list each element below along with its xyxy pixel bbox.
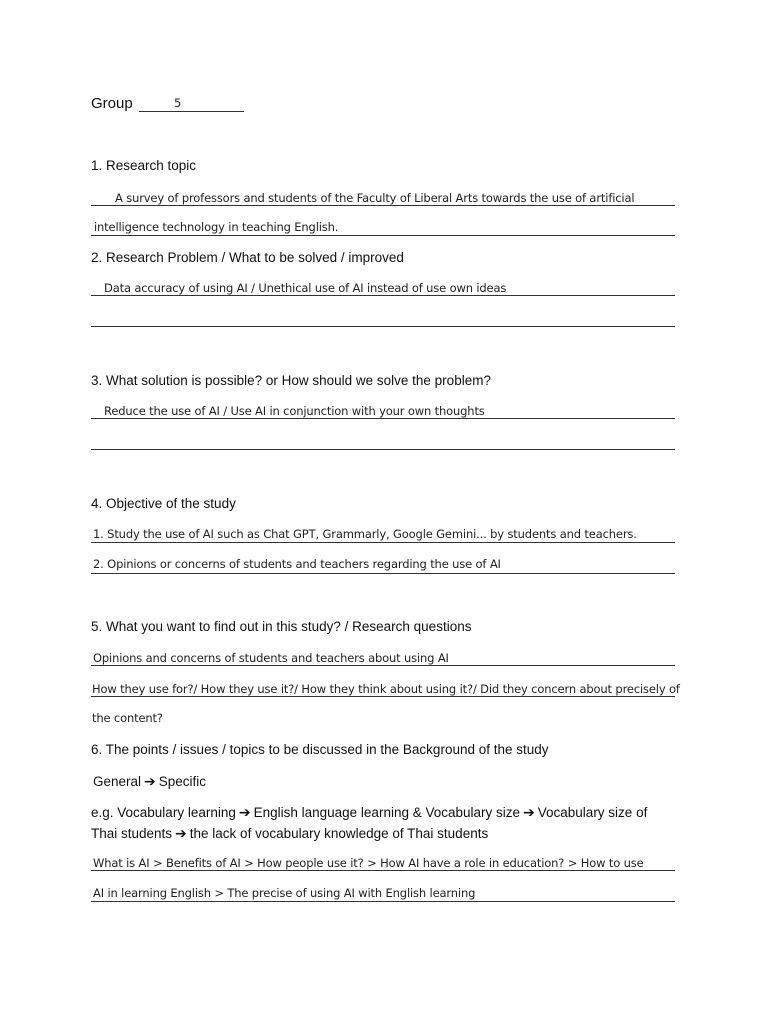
q1-rule-2	[91, 235, 675, 236]
q6-general-specific	[93, 773, 206, 790]
q5-label: 5. What you want to find out in this study? / Research questions	[91, 619, 472, 634]
q6-example-p4: Thai students	[91, 826, 173, 841]
q4-answer-line-2: 2. Opinions or concerns of students and teachers regarding the use of AI	[93, 557, 501, 571]
arrow-right-icon: ➔	[175, 825, 187, 841]
q6-general: General	[93, 774, 142, 789]
q5-answer-line-2: How they use for?/ How they use it?/ How they think about using it?/ Did they concern about precisely of	[92, 682, 680, 696]
q2-rule-2	[91, 326, 675, 327]
q6-example-p1: e.g. Vocabulary learning	[91, 805, 236, 820]
q6-rule-2	[91, 901, 675, 902]
q1-rule-1	[91, 205, 675, 206]
q6-example-line-2	[91, 825, 488, 842]
q5-rule-2	[91, 696, 675, 697]
q6-answer-line-2: AI in learning English > The precise of using AI with English learning	[93, 886, 476, 900]
q6-example-p2: English language learning & Vocabulary size	[253, 805, 521, 820]
q4-answer-line-1: 1. Study the use of AI such as Chat GPT, Grammarly, Google Gemini... by students and teachers.	[93, 527, 637, 541]
q6-example-p5: the lack of vocabulary knowledge of Thai students	[189, 826, 489, 841]
group-label: Group	[91, 95, 133, 112]
q1-answer-line-2: intelligence technology in teaching English.	[94, 220, 339, 234]
q3-label: 3. What solution is possible? or How should we solve the problem?	[91, 373, 491, 388]
q6-specific: Specific	[158, 774, 207, 789]
arrow-right-icon: ➔	[144, 773, 156, 789]
q1-answer-line-1: A survey of professors and students of the Faculty of Liberal Arts towards the use of artificial	[115, 191, 635, 205]
q5-answer-line-1: Opinions and concerns of students and teachers about using AI	[93, 651, 449, 665]
q3-rule-2	[91, 449, 675, 450]
q1-label: 1. Research topic	[91, 158, 197, 173]
q2-answer-line-1: Data accuracy of using AI / Unethical use of AI instead of use own ideas	[104, 281, 507, 295]
group-rule	[139, 111, 244, 112]
q5-answer-line-3: the content?	[92, 711, 163, 725]
q4-label: 4. Objective of the study	[91, 496, 236, 511]
q6-answer-line-1: What is AI > Benefits of AI > How people use it? > How AI have a role in education? > How to use	[93, 856, 644, 870]
q5-rule-1	[91, 665, 675, 666]
q4-rule-2	[91, 573, 675, 574]
arrow-right-icon: ➔	[238, 804, 251, 820]
q6-example-p3: Vocabulary size of	[537, 805, 648, 820]
q3-rule-1	[91, 418, 675, 419]
arrow-right-icon: ➔	[523, 804, 535, 820]
q2-rule-1	[91, 295, 675, 296]
group-value: 5	[174, 96, 182, 110]
q6-label: 6. The points / issues / topics to be discussed in the Background of the study	[91, 742, 549, 757]
q6-example-line-1	[91, 804, 647, 821]
q3-answer-line-1: Reduce the use of AI / Use AI in conjunction with your own thoughts	[104, 404, 485, 418]
q2-label: 2. Research Problem / What to be solved / improved	[91, 250, 404, 265]
q4-rule-1	[91, 542, 675, 543]
q6-rule-1	[91, 870, 675, 871]
